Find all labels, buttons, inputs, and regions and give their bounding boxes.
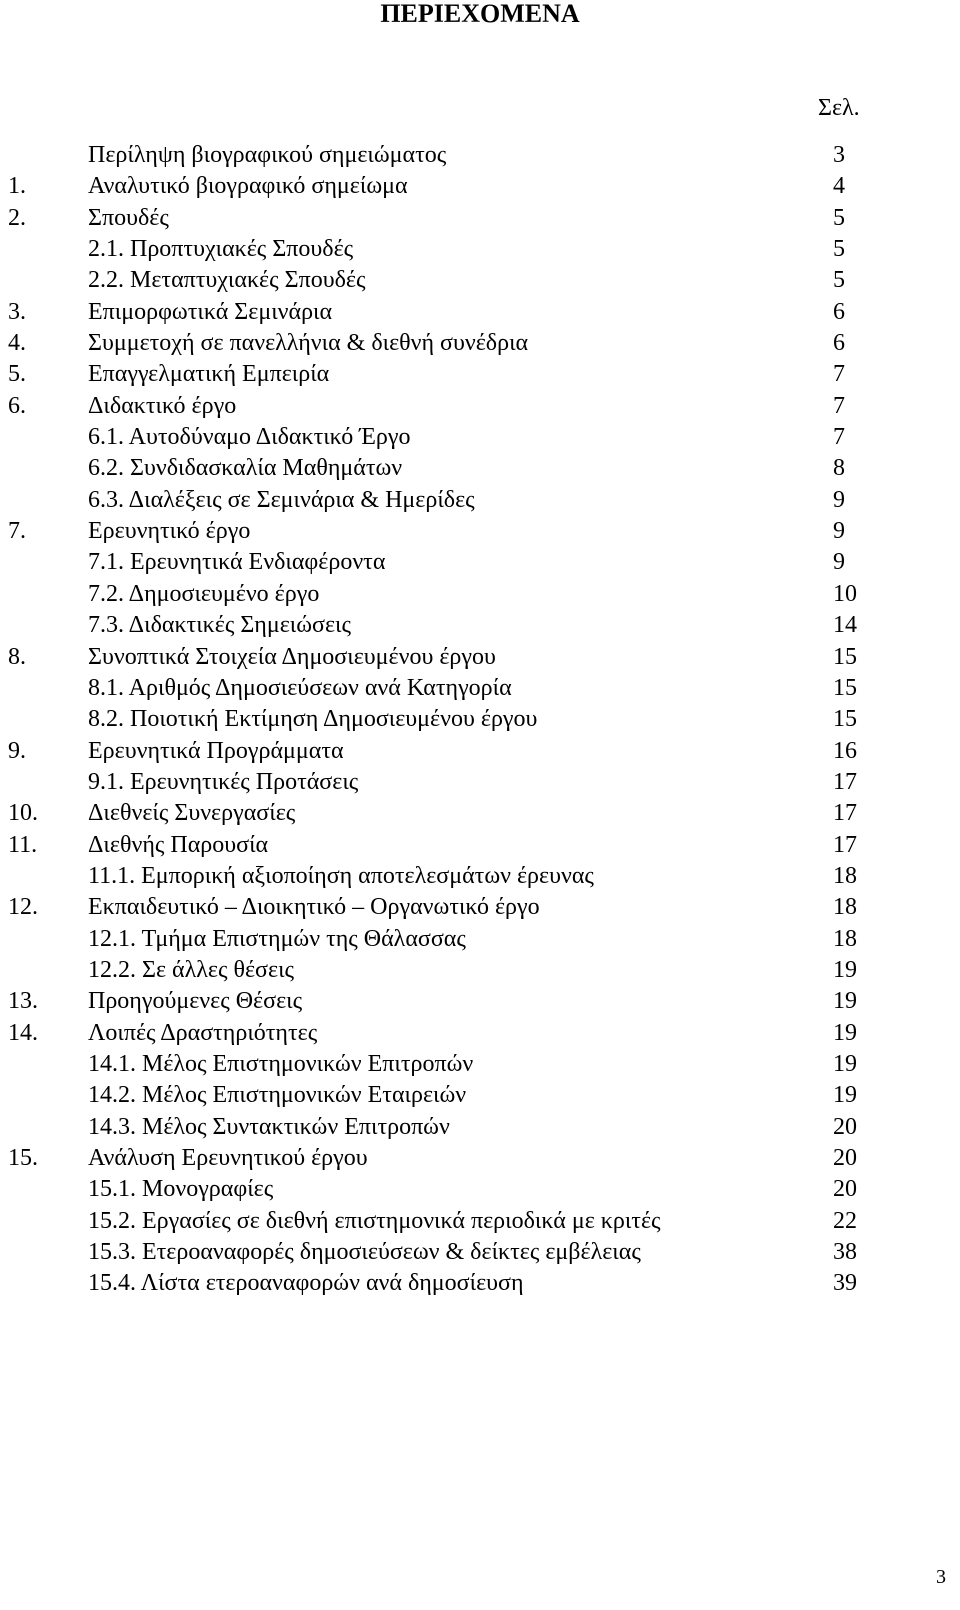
- toc-entry-number: 1.: [8, 173, 26, 200]
- toc-entry-title: 9.1. Ερευνητικές Προτάσεις: [88, 768, 359, 795]
- toc-entry-page: 17: [833, 831, 857, 858]
- toc-entry-title: 7.3. Διδακτικές Σημειώσεις: [88, 612, 352, 639]
- toc-entry-page: 14: [833, 612, 857, 639]
- toc-entry-number: 7.: [8, 518, 26, 545]
- toc-entry-page: 38: [833, 1239, 857, 1266]
- toc-entry-number: 9.: [8, 737, 26, 764]
- toc-entry-title: Συμμετοχή σε πανελλήνια & διεθνή συνέδρια: [88, 330, 529, 357]
- toc-entry-page: 19: [833, 956, 857, 983]
- toc-entry-number: 11.: [8, 831, 38, 858]
- toc-entry-title: 8.1. Αριθμός Δημοσιεύσεων ανά Κατηγορία: [88, 674, 512, 701]
- toc-entry[interactable]: [0, 986, 960, 1017]
- toc-entry[interactable]: [0, 1237, 960, 1268]
- toc-entry[interactable]: [0, 1174, 960, 1205]
- toc-entry-page: 39: [833, 1270, 857, 1297]
- toc-entry[interactable]: [0, 924, 960, 955]
- toc-entry-page: 19: [833, 1050, 857, 1077]
- toc-entry-title: Διδακτικό έργο: [88, 392, 237, 419]
- toc-entry-number: 13.: [8, 988, 38, 1015]
- toc-entry-title: 2.2. Μεταπτυχιακές Σπουδές: [88, 267, 366, 294]
- toc-entry[interactable]: [0, 1049, 960, 1080]
- toc-entry-title: 15.2. Εργασίες σε διεθνή επιστημονικά περιοδικά με κριτές: [88, 1207, 661, 1234]
- toc-entry[interactable]: [0, 234, 960, 265]
- toc-entry-page: 7: [833, 424, 845, 451]
- toc-entry[interactable]: [0, 736, 960, 767]
- toc-entry-title: Διεθνείς Συνεργασίες: [88, 800, 296, 827]
- toc-entry-page: 6: [833, 298, 845, 325]
- toc-entry-page: 3: [833, 142, 845, 168]
- toc-entry-page: 15: [833, 674, 857, 701]
- toc-entry-title: 14.2. Μέλος Επιστημονικών Εταιρειών: [88, 1082, 467, 1109]
- toc-entry-page: 22: [833, 1207, 857, 1234]
- page-column-header: Σελ.: [818, 95, 860, 121]
- toc-entry-title: 7.2. Δημοσιευμένο έργο: [88, 580, 320, 607]
- toc-entry[interactable]: [0, 1143, 960, 1174]
- toc-entry-page: 6: [833, 330, 845, 357]
- toc-entry-title: Λοιπές Δραστηριότητες: [88, 1019, 318, 1046]
- toc-entry[interactable]: [0, 140, 960, 171]
- toc-entry-title: 15.1. Μονογραφίες: [88, 1176, 274, 1203]
- toc-entry[interactable]: [0, 1268, 960, 1299]
- toc-entry[interactable]: [0, 704, 960, 735]
- toc-entry-number: 15.: [8, 1145, 38, 1171]
- toc-entry-page: 20: [833, 1145, 857, 1171]
- toc-entry[interactable]: [0, 767, 960, 798]
- toc-entry[interactable]: [0, 830, 960, 861]
- toc-entry-title: 12.1. Τμήμα Επιστημών της Θάλασσας: [88, 925, 466, 952]
- toc-entry[interactable]: [0, 1112, 960, 1143]
- toc-entry[interactable]: [0, 955, 960, 986]
- toc-entry[interactable]: [0, 297, 960, 328]
- toc-entry-number: 8.: [8, 643, 26, 670]
- toc-entry[interactable]: [0, 171, 960, 202]
- toc-entry-title: Ερευνητικά Προγράμματα: [88, 737, 344, 764]
- toc-entry-page: 18: [833, 894, 857, 921]
- toc-entry-title: Ερευνητικό έργο: [88, 518, 251, 545]
- toc-entry[interactable]: [0, 547, 960, 578]
- toc-entry-number: 4.: [8, 330, 26, 357]
- toc-entry-page: 5: [833, 267, 845, 294]
- toc-entry-page: 15: [833, 706, 857, 733]
- toc-entry-page: 17: [833, 768, 857, 795]
- toc-entry-title: 15.4. Λίστα ετεροαναφορών ανά δημοσίευση: [88, 1270, 524, 1297]
- toc-entry-title: 6.1. Αυτοδύναμο Διδακτικό Έργο: [88, 424, 411, 451]
- toc-entry-number: 2.: [8, 204, 26, 231]
- toc-entry-page: 18: [833, 862, 857, 889]
- toc-entry-number: 10.: [8, 800, 38, 827]
- toc-entry-title: 2.1. Προπτυχιακές Σπουδές: [88, 236, 354, 263]
- toc-entry[interactable]: [0, 642, 960, 673]
- toc-entry-number: 12.: [8, 894, 38, 921]
- toc-entry[interactable]: [0, 892, 960, 923]
- toc-entry[interactable]: [0, 1018, 960, 1049]
- toc-entry-page: 16: [833, 737, 857, 764]
- toc-entry[interactable]: [0, 579, 960, 610]
- toc-entry-number: 3.: [8, 298, 26, 325]
- toc-entry-title: Αναλυτικό βιογραφικό σημείωμα: [88, 173, 408, 200]
- toc-entry-page: 19: [833, 1082, 857, 1109]
- toc-entry-number: 6.: [8, 392, 26, 419]
- toc-entry-page: 4: [833, 173, 845, 200]
- toc-entry-page: 9: [833, 486, 845, 513]
- toc-entry-title: 8.2. Ποιοτική Εκτίμηση Δημοσιευμένου έργου: [88, 706, 538, 733]
- toc-entry-title: 6.2. Συνδιδασκαλία Μαθημάτων: [88, 455, 403, 482]
- toc-entry-title: Περίληψη βιογραφικού σημειώματος: [88, 142, 447, 168]
- toc-entry[interactable]: [0, 485, 960, 516]
- toc-entry[interactable]: [0, 798, 960, 829]
- toc-entry-title: 15.3. Ετεροαναφορές δημοσιεύσεων & δείκτες εμβέλειας: [88, 1239, 641, 1266]
- toc-entry-page: 20: [833, 1176, 857, 1203]
- toc-entry-page: 5: [833, 236, 845, 263]
- toc-entry-title: Εκπαιδευτικό – Διοικητικό – Οργανωτικό έργο: [88, 894, 540, 921]
- toc-entry[interactable]: [0, 422, 960, 453]
- toc-entry-title: 14.3. Μέλος Συντακτικών Επιτροπών: [88, 1113, 450, 1140]
- toc-entry-number: 14.: [8, 1019, 38, 1046]
- toc-entry-title: Διεθνής Παρουσία: [88, 831, 269, 858]
- toc-entry[interactable]: [0, 391, 960, 422]
- toc-entry-page: 19: [833, 988, 857, 1015]
- toc-entry[interactable]: [0, 1080, 960, 1111]
- toc-entry-title: 11.1. Εμπορική αξιοποίηση αποτελεσμάτων έρευνας: [88, 862, 594, 889]
- toc-entry-title: Σπουδές: [88, 204, 169, 231]
- toc-entry-title: 14.1. Μέλος Επιστημονικών Επιτροπών: [88, 1050, 474, 1077]
- toc-entry-title: Επιμορφωτικά Σεμινάρια: [88, 298, 333, 325]
- toc-entry-title: 7.1. Ερευνητικά Ενδιαφέροντα: [88, 549, 386, 576]
- toc-entry[interactable]: [0, 673, 960, 704]
- toc-entry[interactable]: [0, 610, 960, 641]
- page-title: ΠΕΡΙΕΧΟΜΕΝΑ: [380, 0, 580, 28]
- toc-entry-title: 12.2. Σε άλλες θέσεις: [88, 956, 295, 983]
- toc-entry-page: 5: [833, 204, 845, 231]
- toc-entry-page: 8: [833, 455, 845, 482]
- toc-entry-page: 7: [833, 361, 845, 388]
- toc-entry-title: Προηγούμενες Θέσεις: [88, 988, 303, 1015]
- toc-entry-page: 20: [833, 1113, 857, 1140]
- toc-entry[interactable]: [0, 359, 960, 390]
- toc-entry-page: 19: [833, 1019, 857, 1046]
- table-of-contents: [0, 140, 960, 1300]
- toc-entry[interactable]: [0, 516, 960, 547]
- toc-entry-page: 9: [833, 549, 845, 576]
- toc-entry[interactable]: [0, 265, 960, 296]
- toc-entry-title: Ανάλυση Ερευνητικού έργου: [88, 1145, 368, 1171]
- toc-entry[interactable]: [0, 203, 960, 234]
- page-number: 3: [936, 1566, 946, 1588]
- toc-entry-title: Συνοπτικά Στοιχεία Δημοσιευμένου έργου: [88, 643, 496, 670]
- toc-entry-page: 7: [833, 392, 845, 419]
- toc-entry-page: 17: [833, 800, 857, 827]
- toc-entry-number: 5.: [8, 361, 26, 388]
- toc-entry-title: Επαγγελματική Εμπειρία: [88, 361, 330, 388]
- toc-entry[interactable]: [0, 328, 960, 359]
- toc-entry[interactable]: [0, 861, 960, 892]
- toc-entry[interactable]: [0, 1206, 960, 1237]
- toc-entry-page: 18: [833, 925, 857, 952]
- toc-entry-page: 15: [833, 643, 857, 670]
- toc-entry-page: 10: [833, 580, 857, 607]
- toc-entry-title: 6.3. Διαλέξεις σε Σεμινάρια & Ημερίδες: [88, 486, 475, 513]
- toc-entry-page: 9: [833, 518, 845, 545]
- toc-entry[interactable]: [0, 453, 960, 484]
